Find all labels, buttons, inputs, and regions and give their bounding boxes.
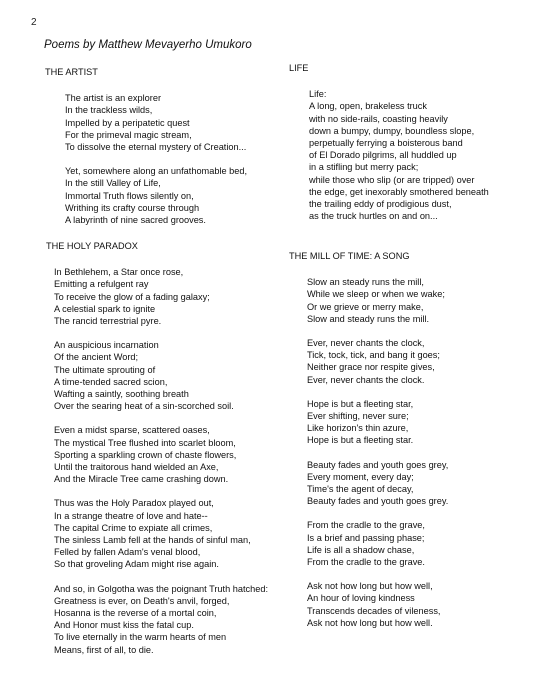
poem-line: The ultimate sprouting of [54,364,156,375]
poem-line: while those who slip (or are tripped) over [309,174,475,185]
poem-line: A long, open, brakeless truck [309,101,427,112]
poem-line: To receive the glow of a fading galaxy; [54,291,210,302]
poem-line: Impelled by a peripatetic quest [65,117,190,128]
poem-line: Wafting a saintly, soothing breath [54,389,189,400]
poem-line: In the trackless wilds, [65,105,153,116]
poem-line: Or we grieve or merry make, [307,301,424,312]
poem-line: Hosanna is the reverse of a mortal coin, [54,608,217,619]
poem-line: From the cradle to the grave. [307,557,425,568]
stanza [46,583,268,656]
poem-line: A time-tended sacred scion, [54,376,168,387]
poem-line: Every moment, every day; [307,471,414,482]
poem-line: To live eternally in the warm hearts of men [54,632,227,643]
poem-line: Slow and steady runs the mill. [307,313,430,324]
poem-line: Slow an steady runs the mill, [307,277,424,288]
poem-line: Even a midst sparse, scattered oases, [54,425,210,436]
poem-line: Sporting a sparkling crown of chaste flowers, [54,449,237,460]
poem-line: In Bethlehem, a Star once rose, [54,267,184,278]
poem-line: the trailing eddy of prodigious dust, [309,199,452,210]
poem-the-mill-of-time [289,250,448,641]
stanza [46,424,268,485]
poem-line: Emitting a refulgent ray [54,279,149,290]
poem-line: the edge, get inexorably smothered beneath [309,186,489,197]
poem-the-holy-paradox [46,240,268,668]
poem-line: And Honor must kiss the fatal cup. [54,620,194,631]
poem-line: Tick, tock, tick, and bang it goes; [307,350,440,361]
stanza [46,266,268,327]
poem-line: In a strange theatre of love and hate-- [54,510,208,521]
poem-line: Transcends decades of vileness, [307,605,441,616]
poem-line: perpetually ferrying a boisterous band [309,138,463,149]
poem-line: Thus was the Holy Paradox played out, [54,498,214,509]
poem-line: with no side-rails, coasting heavily [309,113,448,124]
poem-line: An hour of loving kindness [307,593,415,604]
poem-line: Life is all a shadow chase, [307,544,415,555]
poem-line: The capital Crime to expiate all crimes, [54,522,213,533]
poem-line: Hope is but a fleeting star, [307,398,414,409]
poem-line: of El Dorado pilgrims, all huddled up [309,150,457,161]
stanza [289,398,448,447]
stanza [289,459,448,508]
poem-line: down a bumpy, dumpy, boundless slope, [309,125,475,136]
stanza [289,337,448,386]
page-title: Poems by Matthew Mevayerho Umukoro [44,39,252,51]
stanza [289,88,489,222]
poem-line: Ever shifting, never sure; [307,411,409,422]
poem-line: Until the traitorous hand wielded an Axe, [54,462,219,473]
poem-line: Ever, never chants the clock, [307,338,425,349]
poem-line: as the truck hurtles on and on... [309,211,438,222]
poem-life [289,62,489,234]
poem-title: LIFE [289,63,309,73]
page-number: 2 [31,17,37,28]
poem-line: The sinless Lamb fell at the hands of sinful man, [54,535,251,546]
poem-line: Yet, somewhere along an unfathomable bed, [65,166,248,177]
stanza [45,92,247,153]
poem-line: To dissolve the eternal mystery of Creation... [65,142,247,153]
poem-line: Beauty fades and youth goes grey, [307,459,449,470]
poem-line: Ever, never chants the clock. [307,374,425,385]
poem-line: Greatness is ever, on Death's anvil, forged, [54,595,230,606]
poem-line: Immortal Truth flows silently on, [65,190,194,201]
poem-line: And so, in Golgotha was the poignant Truth hatched: [54,583,269,594]
poem-line: Ask not how long but how well, [307,581,433,592]
poem-the-artist [45,66,247,238]
poem-line: While we sleep or when we wake; [307,289,445,300]
poem-line: Of the ancient Word; [54,352,139,363]
poem-line: The rancid terrestrial pyre. [54,316,162,327]
poem-line: Over the searing heat of a sin-scorched soil. [54,401,234,412]
poem-line: Writhing its crafty course through [65,202,200,213]
poem-line: An auspicious incarnation [54,340,159,351]
stanza [289,580,448,629]
poem-line: The mystical Tree flushed into scarlet bloom, [54,437,236,448]
poem-line: Is a brief and passing phase; [307,532,425,543]
poem-line: From the cradle to the grave, [307,520,425,531]
poem-line: The artist is an explorer [65,93,161,104]
stanza [45,165,247,226]
poem-line: A labyrinth of nine sacred grooves. [65,215,206,226]
poem-line: In the still Valley of Life, [65,178,161,189]
poem-line: Felled by fallen Adam's venal blood, [54,547,201,558]
poem-line: Hope is but a fleeting star. [307,435,414,446]
poem-line: Ask not how long but how well. [307,617,433,628]
poem-line: Like horizon's thin azure, [307,423,409,434]
poem-line: Means, first of all, to die. [54,644,154,655]
poem-title: THE ARTIST [45,67,98,77]
poem-line: Time's the agent of decay, [307,484,414,495]
poem-line: For the primeval magic stream, [65,129,192,140]
poem-line: And the Miracle Tree came crashing down. [54,474,229,485]
poem-line: Beauty fades and youth goes grey. [307,496,449,507]
poem-line: Neither grace nor respite gives, [307,362,435,373]
stanza [46,497,268,570]
stanza [289,519,448,568]
stanza [289,276,448,325]
poem-title: THE HOLY PARADOX [46,241,138,251]
poem-line: So that groveling Adam might rise again. [54,559,219,570]
poem-line: Life: [309,89,327,100]
poem-line: A celestial spark to ignite [54,303,156,314]
stanza [46,339,268,412]
poem-title: THE MILL OF TIME: A SONG [289,251,410,261]
poem-line: in a stifling but merry pack; [309,162,419,173]
